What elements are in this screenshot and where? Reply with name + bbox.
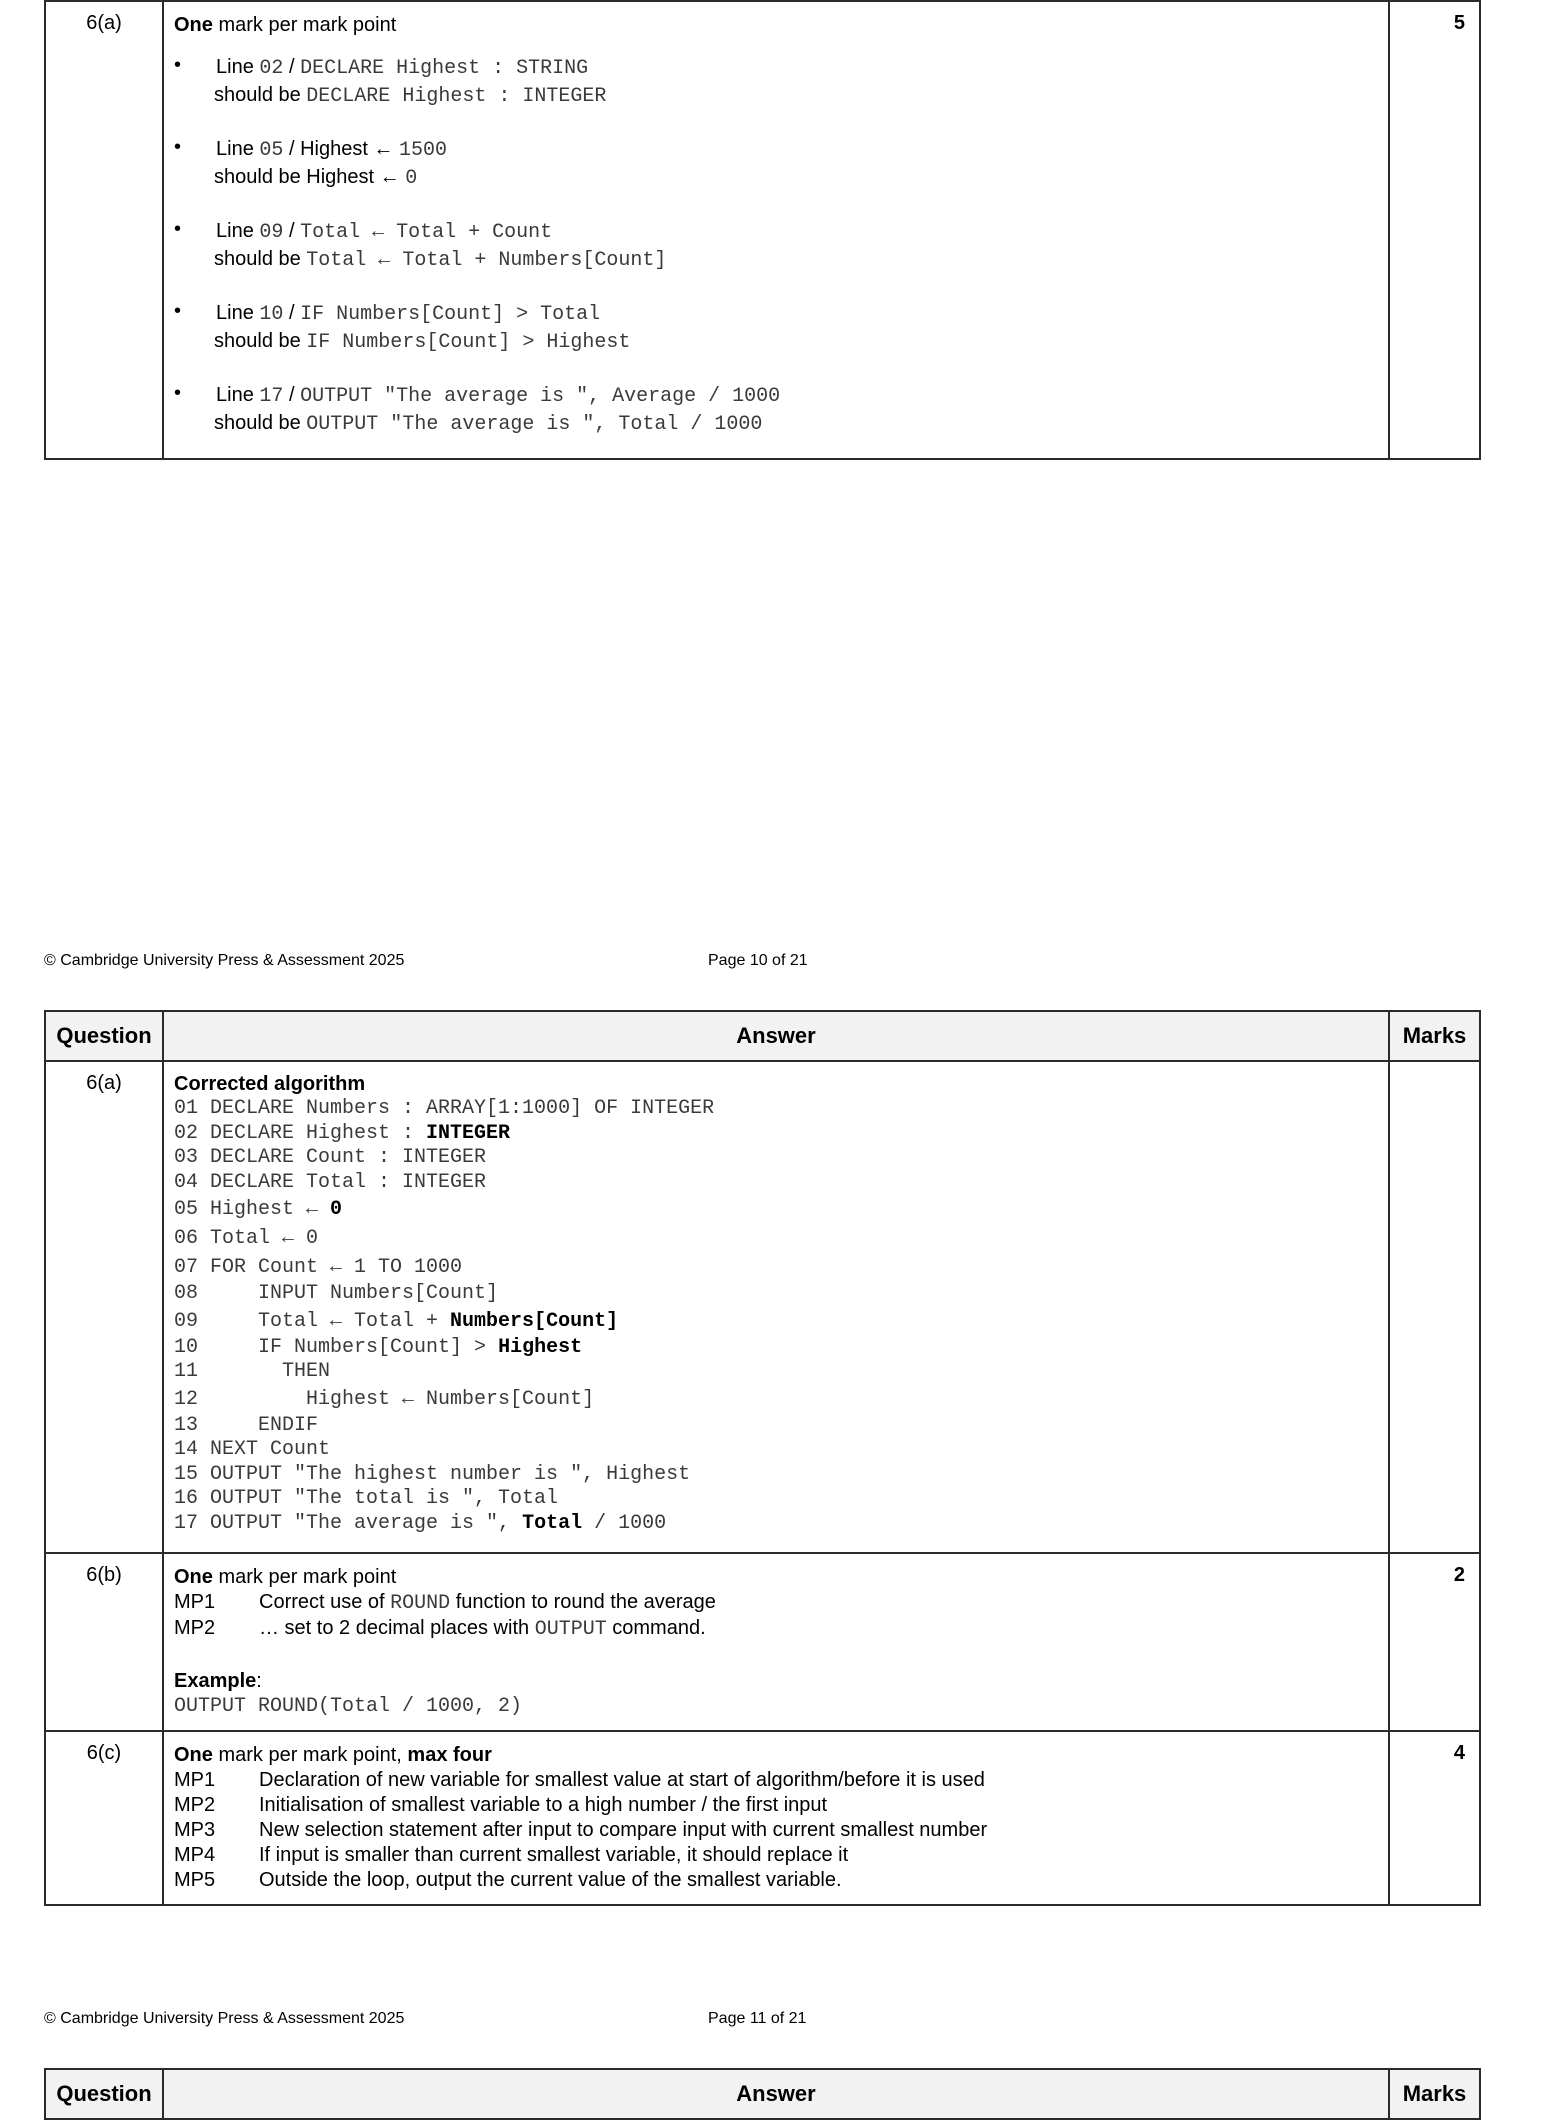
page-number: Page 10 of 21 <box>708 952 808 969</box>
bullet-item: • Line 02 / DECLARE Highest : STRING should be DECLARE Highest : INTEGER <box>174 54 607 108</box>
copyright-text: © Cambridge University Press & Assessment 2025 <box>44 952 405 969</box>
bullet-icon: • <box>174 54 182 76</box>
answer-cell <box>163 1 1389 459</box>
code-line: 06 Total ← 0 <box>174 1227 319 1250</box>
question-cell: 6(b) <box>45 1553 163 1731</box>
code-block <box>174 1097 1378 1536</box>
table-row <box>45 1731 1480 1905</box>
code-line: 03 DECLARE Count : INTEGER <box>174 1146 487 1169</box>
code-line: 14 NEXT Count <box>174 1438 331 1461</box>
answer-cell <box>163 1061 1389 1553</box>
mark-point: MP4 If input is smaller than current smallest variable, it should replace it <box>174 1844 849 1866</box>
code-line: 15 OUTPUT "The highest number is ", Highest <box>174 1462 691 1486</box>
example-code: OUTPUT ROUND(Total / 1000, 2) <box>174 1695 523 1718</box>
header-question: Question <box>45 2069 163 2119</box>
code-line: 17 OUTPUT "The average is ", Total / 1000 <box>174 1511 667 1535</box>
marks-cell: 2 <box>1389 1553 1480 1731</box>
header-marks: Marks <box>1389 2069 1480 2119</box>
mark-scheme-table <box>44 1010 1481 1906</box>
marks-cell-empty <box>1389 1061 1480 1553</box>
table-row <box>45 1553 1480 1731</box>
code-line: 07 FOR Count ← 1 TO 1000 <box>174 1256 463 1279</box>
copyright-text: © Cambridge University Press & Assessment 2025 <box>44 2010 405 2027</box>
bullet-item: • Line 09 / Total ← Total + Count should be Total ← Total + Numbers[Count] <box>174 218 667 272</box>
heading-bold: One <box>174 14 213 36</box>
code-line: 10 IF Numbers[Count] > Highest <box>174 1335 583 1359</box>
bullet-icon: • <box>174 218 182 240</box>
bullet-item: • Line 05 / Highest ← 1500 should be Highest ← 0 <box>174 136 448 190</box>
answer-cell: One mark per mark point MP1 Correct use of ROUND function to round the average MP2 … set to 2 decimal places with OUTPUT command. Example: OUTPUT ROUND(Total / 1000, 2) <box>163 1553 1389 1731</box>
mark-point: MP3 New selection statement after input to compare input with current smallest number <box>174 1819 988 1841</box>
mark-point: MP1 Correct use of ROUND function to round the average <box>174 1591 716 1615</box>
code-line: 16 OUTPUT "The total is ", Total <box>174 1487 559 1510</box>
question-cell: 6(a) <box>45 1061 163 1553</box>
question-cell: 6(a) <box>45 1 163 459</box>
mark-point: MP1 Declaration of new variable for smallest value at start of algorithm/before it is used <box>174 1769 985 1791</box>
code-line: 12 Highest ← Numbers[Count] <box>174 1387 595 1411</box>
marks-cell: 5 <box>1389 1 1480 459</box>
answer-cell: One mark per mark point, max four MP1 Declaration of new variable for smallest value at start of algorithm/before it is used MP2 Initialisation of smallest variable to a high number / the first input MP3 New selection statement after input to compare input with current smallest number MP4 If input is smaller than current smallest variable, it should replace it MP5 Outside the loop, output the current value of the smallest variable. <box>163 1731 1389 1905</box>
code-line: 04 DECLARE Total : INTEGER <box>174 1170 487 1194</box>
code-line: 13 ENDIF <box>174 1413 319 1437</box>
mark-point: MP2 … set to 2 decimal places with OUTPUT command. <box>174 1617 706 1641</box>
header-answer: Answer <box>163 1011 1389 1061</box>
header-question: Question <box>45 1011 163 1061</box>
question-cell: 6(c) <box>45 1731 163 1905</box>
header-marks: Marks <box>1389 1011 1480 1061</box>
page-number: Page 11 of 21 <box>708 2010 807 2027</box>
code-line: 11 THEN <box>174 1360 331 1383</box>
heading-text: mark per mark point <box>212 14 397 36</box>
code-line: 01 DECLARE Numbers : ARRAY[1:1000] OF INTEGER <box>174 1097 715 1120</box>
code-line: 05 Highest ← 0 <box>174 1198 343 1221</box>
marks-cell: 4 <box>1389 1731 1480 1905</box>
code-line: 09 Total ← Total + Numbers[Count] <box>174 1309 619 1333</box>
bullet-icon: • <box>174 136 182 158</box>
mark-point: MP2 Initialisation of smallest variable to a high number / the first input <box>174 1794 828 1816</box>
bullet-icon: • <box>174 382 182 404</box>
mark-point: MP5 Outside the loop, output the current value of the smallest variable. <box>174 1869 842 1891</box>
code-line: 08 INPUT Numbers[Count] <box>174 1282 499 1305</box>
bullet-icon: • <box>174 300 182 322</box>
header-answer: Answer <box>163 2069 1389 2119</box>
table-row <box>45 1061 1480 1553</box>
bullet-item: • Line 17 / OUTPUT "The average is ", Average / 1000 should be OUTPUT "The average is ", Total / 1000 <box>174 382 781 436</box>
answer-heading: Corrected algorithm <box>174 1073 366 1095</box>
mark-scheme-table-next <box>44 2068 1481 2120</box>
code-line: 02 DECLARE Highest : INTEGER <box>174 1121 511 1145</box>
bullet-item: • Line 10 / IF Numbers[Count] > Total should be IF Numbers[Count] > Highest <box>174 300 631 354</box>
mark-scheme-table-continued <box>44 0 1481 460</box>
